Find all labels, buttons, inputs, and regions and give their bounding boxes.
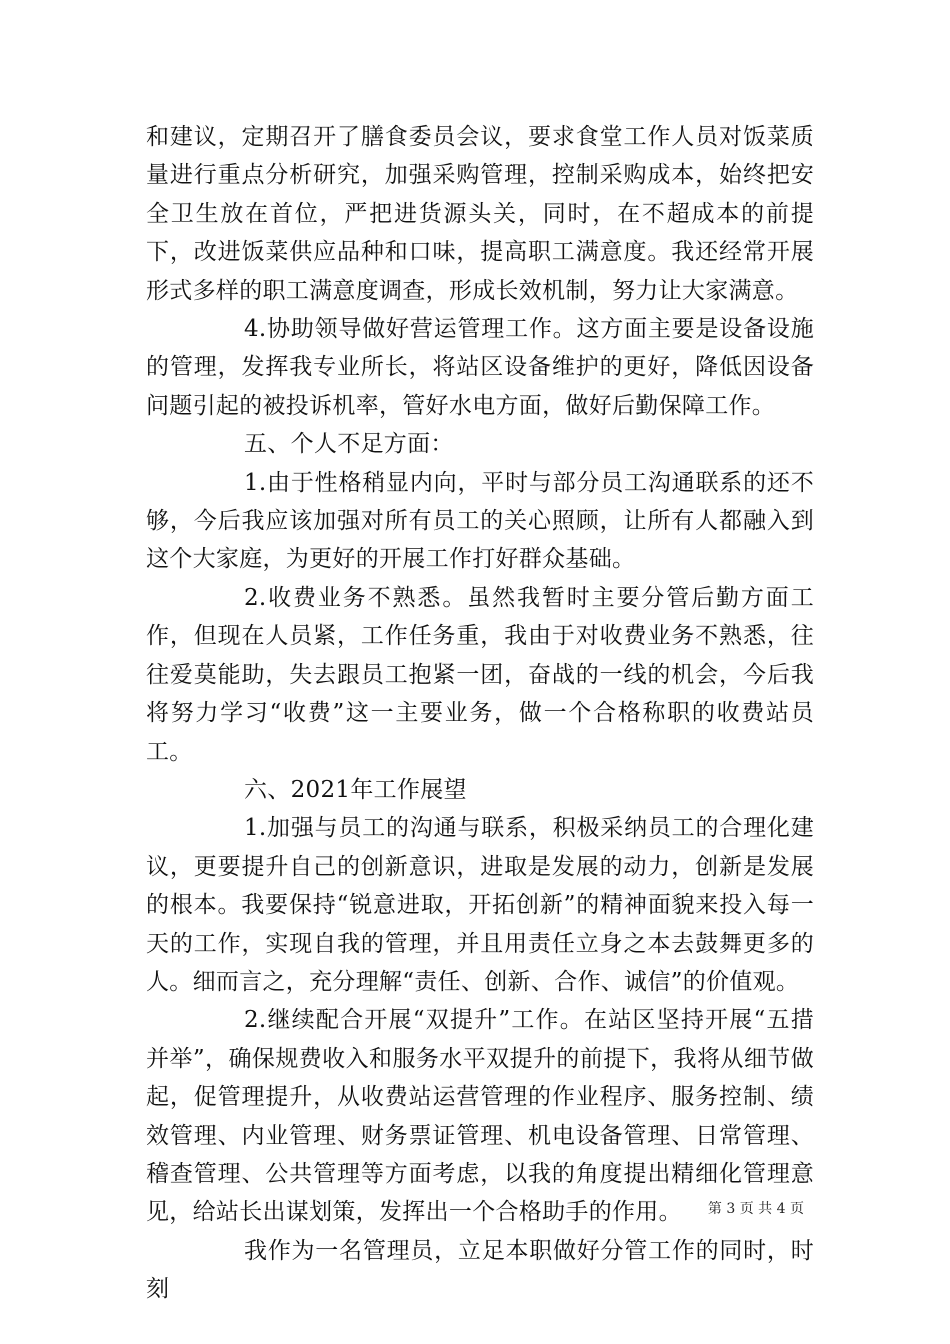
paragraph-item-4-operations: 4.协助领导做好营运管理工作。这方面主要是设备设施的管理，发挥我专业所长，将站区设备维护的更好，降低因设备问题引起的被投诉机率，管好水电方面，做好后勤保障工作。 <box>146 316 814 419</box>
page-number-footer: 第 3 页 共 4 页 <box>707 1201 804 1217</box>
paragraph-closing: 我作为一名管理员，立足本职做好分管工作的同时，时刻 <box>146 1237 814 1303</box>
paragraph-outlook-2: 2.继续配合开展“双提升”工作。在站区坚持开展“五措并举”，确保规费收入和服务水平双提升的前提下，我将从细节做起，促管理提升，从收费站运营管理的作业程序、服务控制、绩效管理、内业管理、财务票证管理、机电设备管理、日常管理、稽查管理、公共管理等方面考虑，以我的角度提出精细化管理意见，给站长出谋划策，发挥出一个合格助手的作用。 <box>146 1007 814 1226</box>
document-body <box>146 118 814 1309</box>
paragraph-outlook-1: 1.加强与员工的沟通与联系，积极采纳员工的合理化建议，更要提升自己的创新意识，进取是发展的动力，创新是发展的根本。我要保持“锐意进取，开拓创新”的精神面貌来投入每一天的工作，实现自我的管理，并且用责任立身之本去鼓舞更多的人。细而言之，充分理解“责任、创新、合作、诚信”的价值观。 <box>146 815 814 995</box>
section-heading-shortcomings: 五、个人不足方面： <box>244 431 454 458</box>
paragraph-continued-suggestions: 和建议，定期召开了膳食委员会议，要求食堂工作人员对饭菜质量进行重点分析研究，加强采购管理，控制采购成本，始终把安全卫生放在首位，严把进货源头关，同时，在不超成本的前提下，改进饭菜供应品种和口味，提高职工满意度。我还经常开展形式多样的职工满意度调查，形成长效机制，努力让大家满意。 <box>146 124 814 304</box>
paragraph-shortcoming-1: 1.由于性格稍显内向，平时与部分员工沟通联系的还不够，今后我应该加强对所有员工的关心照顾，让所有人都融入到这个大家庭，为更好的开展工作打好群众基础。 <box>146 469 814 573</box>
section-heading-outlook: 六、2021年工作展望 <box>244 776 467 803</box>
paragraph-shortcoming-2: 2.收费业务不熟悉。虽然我暂时主要分管后勤方面工作，但现在人员紧，工作任务重，我由于对收费业务不熟悉，往往爱莫能助，失去跟员工抱紧一团，奋战的一线的机会，今后我将努力学习“收费”这一主要业务，做一个合格称职的收费站员工。 <box>146 584 814 765</box>
